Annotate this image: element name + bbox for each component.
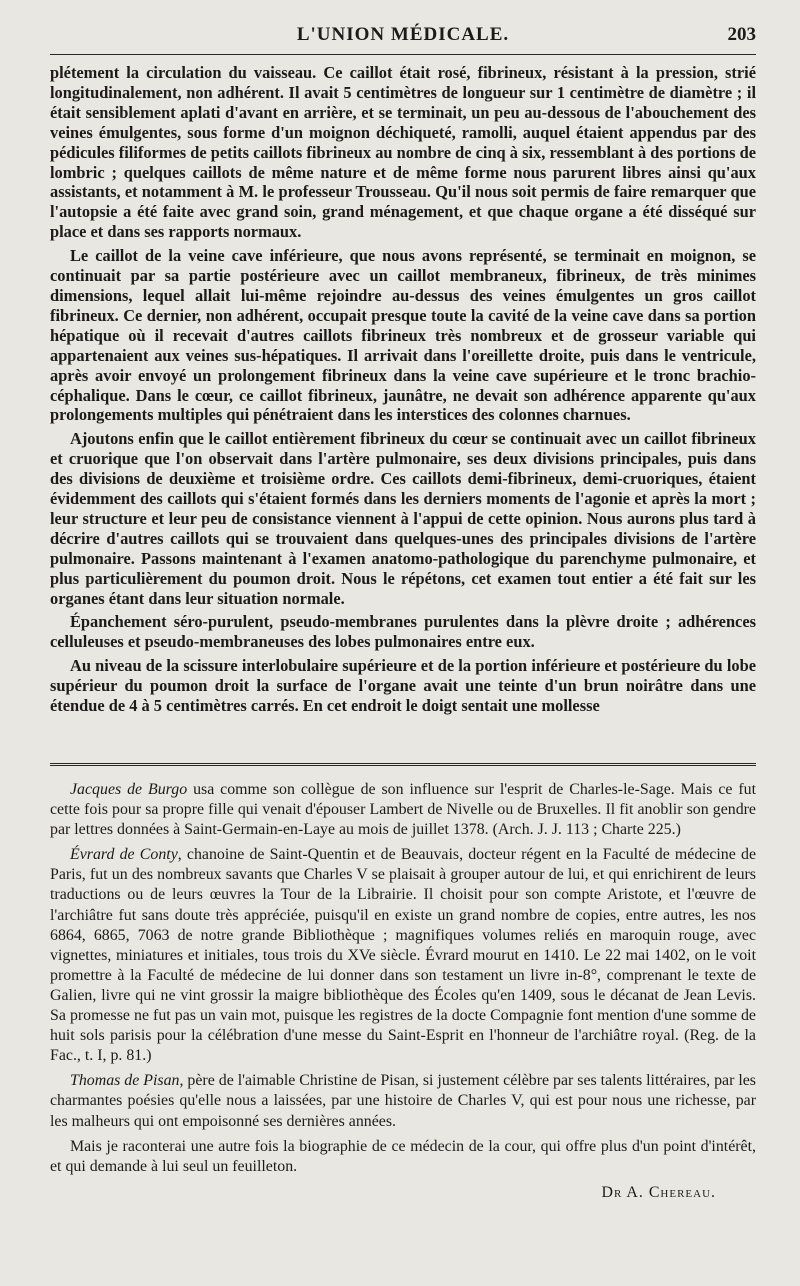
running-title: L'UNION MÉDICALE. <box>296 24 510 45</box>
feuilleton <box>50 780 756 1240</box>
note-name: Jacques de Burgo <box>70 781 188 798</box>
author-signature: Dr A. Chereau. <box>601 1183 716 1201</box>
page-number: 203 <box>727 24 756 45</box>
note-jacques-de-burgo <box>50 780 756 840</box>
note-text: usa comme son collègue de son influence sur l'esprit de Charles-le-Sage. Mais ce fut cette fois pour sa propre fille qui venait d'épouser Lambert de Nivelle ou de Bruxelles. Il fit anoblir son gendre par lettres données à Saint-Germain-en-Laye au mois de juillet 1378. (Arch. J. J. 113 ; Charte 225.) <box>50 781 756 839</box>
note-text: , chanoine de Saint-Quentin et de Beauvais, docteur régent en la Faculté de médecine de Paris, fut un des nombreux savants que Charles V se plaisait à grouper autour de lui, et qui enrichirent de leurs traductions ou de leurs œuvres la Tour de la Librairie. Il choisit pour son compte Aristote, et l'œuvre de l'archiâtre fut sans doute très appréciée, puisqu'il en existe un grand nombre de copies, entre autres, les nos 6864, 6865, 7063 de notre grande Bibliothèque ; magnifiques volumes reliés en maroquin rouge, avec vignettes, miniatures et initiales, tous trois du XVe siècle. Évrard mourut en 1410. Le 22 mai 1402, on le voit promettre à la Faculté de médecine de lui donner dans son testament un livre in-8°, comprenant le texte de Galien, livre qui ne vint grossir la maigre bibliothèque des Écoles qu'en 1409, sous le décanat de Jean Levis. Sa promesse ne fut pas un vain mot, puisque les registres de la docte Compagnie font mention d'une somme de huit sols parisis pour la célébration d'une messe du Saint-Esprit en l'honneur de l'archiâtre royal. (Reg. de la Fac., t. I, p. 81.) <box>50 846 756 1065</box>
note-name: Thomas de Pisan <box>70 1072 180 1090</box>
header-rule <box>50 54 756 55</box>
note-evrard-de-conty <box>50 845 756 1066</box>
paragraph-1: plétement la circulation du vaisseau. Ce caillot était rosé, fibrineux, résistant à la pression, strié longitudinalement, non adhérent. Il avait 5 centimètres de longueur sur 1 centimètre de diamètre ; il était sensiblement aplati d'avant en arrière, et se terminait, un peu au-dessous de l'abouchement des veines émulgentes, sous forme d'un moignon déchiqueté, ramolli, auquel étaient appendus par des pédicules filiformes de petits caillots fibrineux au nombre de cinq à six, ressemblant à des portions de lombric ; quelques caillots de même nature et de même forme nous parurent libres ainsi qu'aux assistants, et notamment à M. le professeur Trousseau. Qu'il nous soit permis de faire remarquer que l'autopsie a été faite avec grand soin, grand ménagement, et que chaque organe a été disséqué sur place et dans ses rapports normaux. <box>50 63 756 242</box>
page-header <box>50 18 756 52</box>
paragraph-5: Au niveau de la scissure interlobulaire supérieure et de la portion inférieure et postérieure du lobe supérieur du poumon droit la surface de l'organe avait une teinte d'un brun noirâtre dans une étendue de 4 à 5 centimètres carrés. En cet endroit le doigt sentait une mollesse <box>50 656 756 716</box>
paragraph-4: Épanchement séro-purulent, pseudo-membranes purulentes dans la plèvre droite ; adhérences celluleuses et pseudo-membraneuses des lobes pulmonaires entre eux. <box>50 612 756 652</box>
feuilleton-divider <box>50 763 756 766</box>
paragraph-3: Ajoutons enfin que le caillot entièrement fibrineux du cœur se continuait avec un caillot fibrineux et cruorique que l'on observait dans l'artère pulmonaire, ses deux divisions principales, puis dans des divisions de deuxième et troisième ordre. Ces caillots demi-fibrineux, demi-cruoriques, étaient évidemment des caillots qui s'étaient formés dans les derniers moments de l'agonie et après la mort ; leur structure et leur peu de consistance viennent à l'appui de cette opinion. Nous aurons plus tard à décrire d'autres caillots qui se trouvaient dans quelques-unes des principales divisions de l'artère pulmonaire. Passons maintenant à l'examen anatomo-pathologique du parenchyme pulmonaire, et plus particulièrement du poumon droit. Nous le répétons, cet examen tout entier a été fait sur les organes étant dans leur situation normale. <box>50 429 756 608</box>
note-thomas-de-pisan <box>50 1071 756 1131</box>
article-body <box>50 63 756 759</box>
note-text: , père de l'aimable Christine de Pisan, si justement célèbre par ses talents littéraires, par les charmantes poésies qu'elle nous a laissées, par une histoire de Charles V, qui est pour nous une richesse, par les malheurs qui ont empoisonné ses dernières années. <box>50 1072 756 1130</box>
paragraph-2: Le caillot de la veine cave inférieure, que nous avons représenté, se terminait en moignon, se continuait par sa partie postérieure avec un caillot membraneux, fibrineux, de très minimes dimensions, lequel allait lui-même rejoindre au-dessus des veines émulgentes un gros caillot fibrineux. Ce dernier, non adhérent, occupait presque toute la cavité de la veine cave dans sa portion hépatique où il recevait d'autres caillots fibrineux très nombreux et de grosseur variable qui appartenaient aux veines sus-hépatiques. Il arrivait dans l'oreillette droite, puis dans le ventricule, après avoir envoyé un prolongement fibrineux dans la veine cave supérieure et le tronc brachio-céphalique. Dans le cœur, ce caillot fibrineux, jaunâtre, ne devait son adhérence apparente qu'aux prolongements multiples qui pénétraient dans les interstices des colonnes charnues. <box>50 246 756 425</box>
note-name: Évrard de Conty <box>70 846 178 864</box>
note-closing: Mais je raconterai une autre fois la biographie de ce médecin de la cour, qui offre plus d'un point d'intérêt, et qui demande à lui seul un feuilleton. <box>50 1137 756 1175</box>
